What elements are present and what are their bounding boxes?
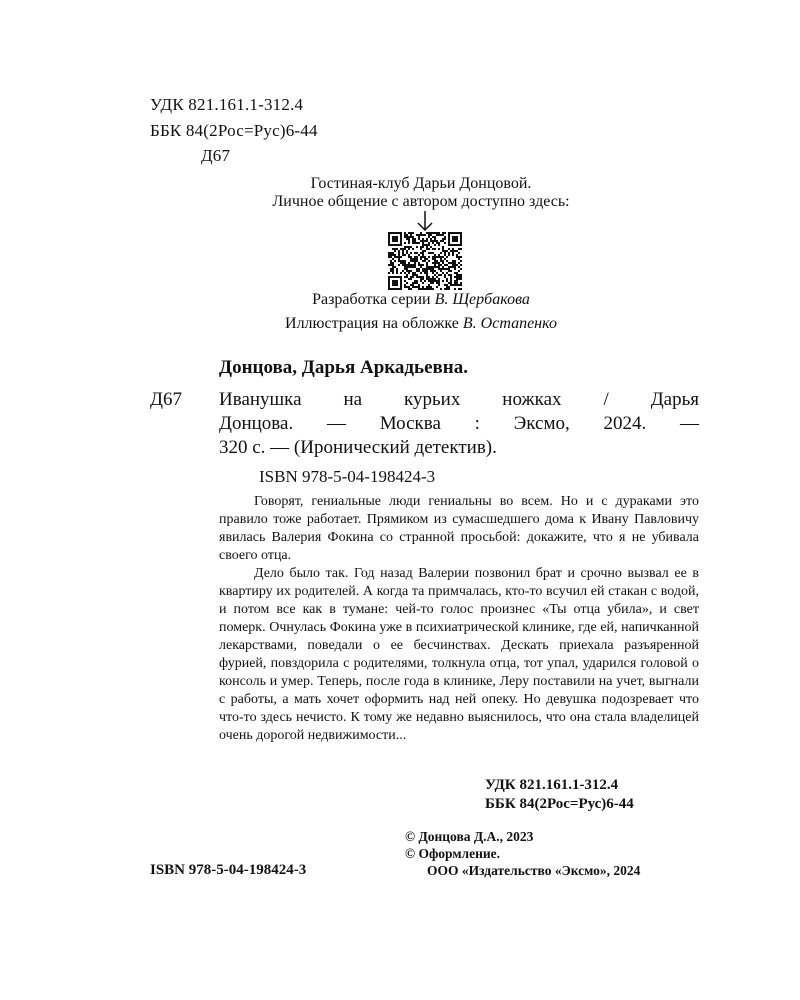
catalog-isbn: ISBN 978-5-04-198424-3 xyxy=(259,467,436,486)
catalog-code: Д67 xyxy=(150,389,182,410)
bbk-bottom: ББК 84(2Рос=Рус)6-44 xyxy=(485,796,634,812)
annotation-paragraph-1: Говорят, гениальные люди гениальны во всем. Но и с дураками это правило тоже работает. Прямиком из сумасшедшего дома к Ивану Павловичу явилась Валерия Фокина со странной просьбой: докажите, что я не убивала своего отца. xyxy=(219,494,699,563)
down-arrow-icon xyxy=(414,210,436,232)
qr-code-icon[interactable] xyxy=(388,232,462,290)
catalog-title-line-2: Донцова. — Москва : Эксмо, 2024. — xyxy=(219,413,699,434)
cover-name: В. Остапенко xyxy=(462,315,557,332)
club-line-1: Гостиная-клуб Дарьи Донцовой. xyxy=(310,175,532,192)
series-credit xyxy=(150,291,692,309)
club-line-2: Личное общение с автором доступно здесь: xyxy=(272,193,570,210)
copyright-line-1: © Донцова Д.А., 2023 xyxy=(405,829,534,844)
isbn-bottom: ISBN 978-5-04-198424-3 xyxy=(150,862,307,878)
bbk-top: ББК 84(2Рос=Рус)6-44 xyxy=(150,121,318,140)
annotation-paragraph-2: Дело было так. Год назад Валерии позвонил брат и срочно вызвал ее в квартиру их родителей. А когда та примчалась, кто-то всучил ей стакан с водой, и потом все как в тумане: чей-то голос произнес «Ты отца убила», и свет померк. Очнулась Фокина уже в психиатрической клинике, где ей, напичканной лекарствами, поведали о ее бесчинствах. Дескать приехала разъяренной фурией, повздорила с родителями, толкнула отца, тот упал, ударился головой о консоль и умер. Теперь, после года в клинике, Леру поставили на учет, выгнали с работы, а мать хочет оформить над ней опеку. Но девушка подозревает что что-то здесь нечисто. К тому же недавно выяснилось, что она стала владелицей очень дорогой недвижимости... xyxy=(219,566,699,743)
udk-bottom: УДК 821.161.1-312.4 xyxy=(485,777,619,793)
copyright-line-2: © Оформление. xyxy=(405,846,501,861)
copyright-line-3: ООО «Издательство «Эксмо», 2024 xyxy=(427,863,641,878)
series-label: Разработка серии xyxy=(312,291,431,308)
cover-credit xyxy=(150,315,692,333)
catalog-title-line-1: Иванушка на курьих ножках / Дарья xyxy=(219,389,699,410)
cover-label: Иллюстрация на обложке xyxy=(285,315,459,332)
catalog-title-line-3: 320 с. — (Иронический детектив). xyxy=(219,437,497,458)
udk-top: УДК 821.161.1-312.4 xyxy=(150,95,304,114)
series-name: В. Щербакова xyxy=(434,291,530,308)
author-code-top: Д67 xyxy=(201,146,231,165)
catalog-author: Донцова, Дарья Аркадьевна. xyxy=(219,357,468,378)
annotation xyxy=(219,493,699,745)
